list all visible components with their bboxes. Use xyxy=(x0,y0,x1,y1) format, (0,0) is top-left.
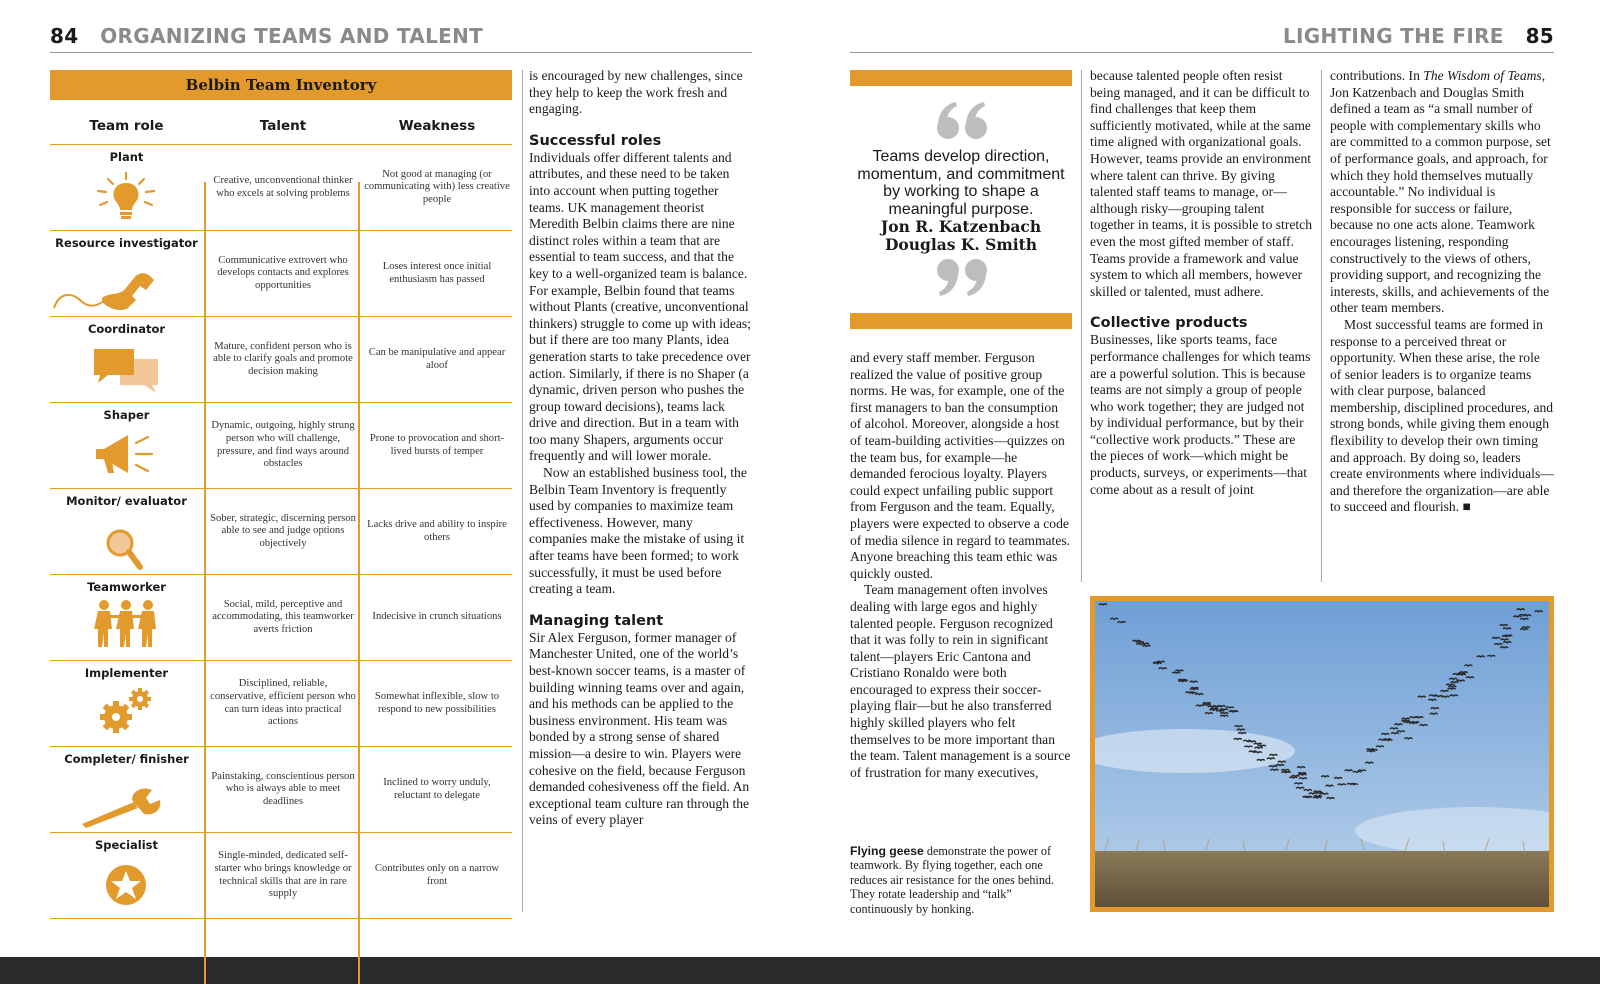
header-team-role: Team role xyxy=(89,118,164,134)
goose-silhouette xyxy=(1281,770,1289,771)
goose-silhouette xyxy=(1411,722,1419,723)
text-run: , Jon Katzenbach and Douglas Smith defined a team as “a small number of people with complementary skills who are committed to a common purpose, set of performance goals, and approach, for which they hold themselves mutually accountable.” No individual is responsible for success or failure, because no one acts alone. Teamwork encourages listening, responding constructively to the views of others, providing support, and recognizing the interests, skills, and achievements of the other team members. xyxy=(1330,68,1551,316)
role-name: Resource investigator xyxy=(55,236,198,250)
role-name: Plant xyxy=(109,150,144,164)
goose-silhouette xyxy=(1238,733,1246,734)
goose-silhouette xyxy=(1394,724,1402,725)
right-folio xyxy=(1283,24,1554,48)
book-title: The Wisdom of Teams xyxy=(1423,68,1542,83)
photo-caption xyxy=(850,844,1072,916)
goose-silhouette xyxy=(1190,689,1198,690)
goose-silhouette xyxy=(1189,692,1197,693)
goose-silhouette xyxy=(1226,707,1234,708)
table-row xyxy=(50,574,512,660)
magnifier-icon xyxy=(90,525,162,575)
goose-silhouette xyxy=(1440,691,1448,692)
table-row xyxy=(50,316,512,402)
goose-silhouette xyxy=(1203,703,1211,704)
goose-silhouette xyxy=(1520,629,1528,630)
goose-silhouette xyxy=(1419,725,1427,726)
goose-silhouette xyxy=(1303,796,1311,797)
table-row xyxy=(50,230,512,316)
goose-silhouette xyxy=(1269,766,1277,767)
talent-cell: Dynamic, outgoing, highly strung person who will challenge, pressure, and find ways around obstacles xyxy=(211,420,355,470)
goose-silhouette xyxy=(1314,791,1322,792)
goose-silhouette xyxy=(1517,609,1525,610)
paragraph: Businesses, like sports teams, face performance challenges for which teams are a powerful solution. This is because teams are not simply a group of people who work together; they are judged not by individual performance, but by their “collective work products.” These are the pieces of work—which might be products, surveys, or experiments—that come about as a result of joint xyxy=(1090,332,1311,497)
goose-silhouette xyxy=(1153,662,1161,663)
goose-silhouette xyxy=(1196,705,1204,706)
goose-silhouette xyxy=(1466,677,1474,678)
telephone-icon xyxy=(50,265,160,315)
paragraph: and every staff member. Ferguson realized the value of positive group norms. He was, for example, one of the first managers to ban the consumption of alcohol. Moreover, alongside a host of team-building activities—quizzes on the team bus, for example—he demanded ferocious loyalty. Players could expect unfailing public support from Ferguson and the team. Equally, players were expected to observe a code of media silence in regard to teammates. Anyone breaching this team ethic was quickly ousted. xyxy=(850,350,1071,581)
goose-silhouette xyxy=(1402,720,1410,721)
goose-silhouette xyxy=(1327,798,1335,799)
pull-quote xyxy=(850,148,1072,253)
goose-silhouette xyxy=(1099,604,1107,605)
goose-silhouette xyxy=(1267,758,1275,759)
header-talent: Talent xyxy=(259,118,307,134)
goose-silhouette xyxy=(1297,767,1305,768)
table-title: Belbin Team Inventory xyxy=(50,70,512,100)
goose-silhouette xyxy=(1334,778,1342,779)
table-row xyxy=(50,660,512,746)
goose-silhouette xyxy=(1313,797,1321,798)
goose-silhouette xyxy=(1448,686,1456,687)
goose-silhouette xyxy=(1500,647,1508,648)
goose-silhouette xyxy=(1492,638,1500,639)
goose-silhouette xyxy=(1270,769,1278,770)
caption-lead: Flying geese xyxy=(850,844,924,858)
goose-silhouette xyxy=(1391,733,1399,734)
goose-silhouette xyxy=(1175,670,1183,671)
left-section-title: ORGANIZING TEAMS AND TALENT xyxy=(100,24,484,48)
goose-silhouette xyxy=(1523,615,1531,616)
text-column-5 xyxy=(1330,68,1554,516)
table-row xyxy=(50,144,512,230)
goose-silhouette xyxy=(1243,740,1251,741)
weakness-cell: Somewhat inflexible, slow to respond to new possibilities xyxy=(374,690,500,715)
megaphone-icon xyxy=(90,429,162,479)
goose-silhouette xyxy=(1350,784,1358,785)
table-row xyxy=(50,402,512,488)
goose-silhouette xyxy=(1376,746,1384,747)
geese-photo-frame xyxy=(1090,596,1554,912)
left-page-number: 84 xyxy=(50,24,79,48)
open-quote-icon xyxy=(932,100,992,140)
goose-silhouette xyxy=(1402,718,1410,719)
left-folio xyxy=(50,24,483,48)
goose-silhouette xyxy=(1464,665,1472,666)
goose-silhouette xyxy=(1203,704,1211,705)
goose-silhouette xyxy=(1390,728,1398,729)
quote-author-1: Jon R. Katzenbach xyxy=(880,217,1042,236)
goose-silhouette xyxy=(1381,734,1389,735)
flying-geese-photo xyxy=(1095,601,1549,907)
goose-silhouette xyxy=(1141,643,1149,644)
goose-silhouette xyxy=(1237,729,1245,730)
goose-silhouette xyxy=(1142,645,1150,646)
goose-silhouette xyxy=(1338,784,1346,785)
goose-silhouette xyxy=(1118,622,1126,623)
goose-silhouette xyxy=(1179,681,1187,682)
goose-silhouette xyxy=(1415,717,1423,718)
table-divider xyxy=(358,182,360,984)
goose-silhouette xyxy=(1513,616,1521,617)
weakness-cell: Indecisive in crunch situations xyxy=(372,611,502,623)
goose-silhouette xyxy=(1520,618,1528,619)
caption-text: demonstrate the power of teamwork. By flying together, each one reduces air resistance for the ones behind. They rotate leadership and “talk” continuously by honking. xyxy=(850,844,1055,916)
goose-silhouette xyxy=(1195,694,1203,695)
goose-silhouette xyxy=(1234,739,1242,740)
lightbulb-icon xyxy=(90,171,162,221)
talent-cell: Mature, confident person who is able to clarify goals and promote decision making xyxy=(213,340,353,377)
quote-top-bar xyxy=(850,70,1072,86)
role-name: Specialist xyxy=(94,838,159,852)
right-section-title: LIGHTING THE FIRE xyxy=(1282,24,1504,48)
paragraph: is encouraged by new challenges, since they help to keep the work fresh and engaging. xyxy=(529,68,743,117)
talent-cell: Disciplined, reliable, conservative, efficient person who can turn ideas into practical actions xyxy=(210,678,356,728)
weakness-cell: Inclined to worry unduly, reluctant to delegate xyxy=(383,776,491,801)
paragraph: Now an established business tool, the Belbin Team Inventory is frequently used by companies to maximize team effectiveness. However, many companies make the mistake of using it after teams have been formed; to work successfully, it must be used before creating a team. xyxy=(529,465,747,597)
belbin-table xyxy=(50,70,512,919)
text-column-4 xyxy=(1090,68,1312,498)
goose-silhouette xyxy=(1257,759,1265,760)
goose-silhouette xyxy=(1365,762,1373,763)
goose-silhouette xyxy=(1213,706,1221,707)
weakness-cell: Can be manipulative and appear aloof xyxy=(368,346,506,371)
goose-silhouette xyxy=(1296,787,1304,788)
gears-icon xyxy=(90,685,162,735)
goose-silhouette xyxy=(1209,709,1217,710)
weakness-cell: Loses interest once initial enthusiasm has passed xyxy=(382,260,492,285)
goose-silhouette xyxy=(1431,708,1439,709)
goose-silhouette xyxy=(1503,642,1511,643)
subheading-managing-talent: Managing talent xyxy=(529,612,664,629)
goose-silhouette xyxy=(1254,743,1262,744)
goose-silhouette xyxy=(1503,628,1511,629)
text-run: contributions. In xyxy=(1330,68,1424,83)
column-rule xyxy=(1081,70,1082,582)
goose-silhouette xyxy=(1404,738,1412,739)
talent-cell: Sober, strategic, discerning person able to see and judge options objectively xyxy=(210,512,356,549)
goose-silhouette xyxy=(1453,674,1461,675)
goose-silhouette xyxy=(1258,745,1266,746)
weakness-cell: Prone to provocation and short-lived bursts of temper xyxy=(369,432,505,457)
goose-silhouette xyxy=(1172,672,1180,673)
role-name: Monitor/ evaluator xyxy=(66,494,187,508)
goose-silhouette xyxy=(1220,709,1228,710)
goose-silhouette xyxy=(1450,695,1458,696)
goose-silhouette xyxy=(1304,790,1312,791)
table-row xyxy=(50,832,512,919)
end-mark-icon: ■ xyxy=(1462,499,1471,515)
goose-silhouette xyxy=(1522,627,1530,628)
role-name: Shaper xyxy=(103,408,150,422)
quote-author-2: Douglas K. Smith xyxy=(884,234,1038,254)
goose-silhouette xyxy=(1353,771,1361,772)
goose-silhouette xyxy=(1494,644,1502,645)
weakness-cell: Lacks drive and ability to inspire others xyxy=(367,518,507,543)
goose-silhouette xyxy=(1244,746,1252,747)
weakness-cell: Not good at managing (or communicating with) less creative people xyxy=(364,168,510,205)
left-header-rule xyxy=(50,52,752,53)
goose-silhouette xyxy=(1441,696,1449,697)
goose-silhouette xyxy=(1230,711,1238,712)
goose-silhouette xyxy=(1110,618,1118,619)
quote-bottom-bar xyxy=(850,313,1072,329)
paragraph xyxy=(1330,317,1554,516)
role-name: Coordinator xyxy=(87,322,166,336)
column-rule xyxy=(1321,70,1322,582)
right-header-rule xyxy=(850,52,1554,53)
goose-silhouette xyxy=(1205,713,1213,714)
subheading-successful-roles: Successful roles xyxy=(529,132,662,149)
goose-silhouette xyxy=(1451,682,1459,683)
goose-silhouette xyxy=(1294,783,1302,784)
star-badge-icon xyxy=(90,861,162,911)
goose-silhouette xyxy=(1345,770,1353,771)
goose-silhouette xyxy=(1500,625,1508,626)
goose-silhouette xyxy=(1281,772,1289,773)
goose-silhouette xyxy=(1501,639,1509,640)
goose-silhouette xyxy=(1326,785,1334,786)
paragraph: Team management often involves dealing with large egos and highly talented people. Ferguson recognized that it was folly to rein in significant talent—players Eric Cantona and Cristiano Ronaldo were both encouraged to express their soccer-playing flair—but he also transferred highly skilled players who felt themselves to be more important than the team. Talent management is a source of frustration for many executives, xyxy=(850,582,1071,780)
role-name: Implementer xyxy=(84,666,169,680)
column-rule xyxy=(522,70,523,912)
talent-cell: Social, mild, perceptive and accommodating, this teamworker averts friction xyxy=(212,598,354,635)
goose-silhouette xyxy=(1234,726,1242,727)
goose-silhouette xyxy=(1430,713,1438,714)
goose-silhouette xyxy=(1159,668,1167,669)
wrench-icon xyxy=(76,783,168,833)
talent-cell: Communicative extrovert who develops contacts and explores opportunities xyxy=(217,254,349,291)
paragraph xyxy=(1330,68,1554,317)
weakness-cell: Contributes only on a narrow front xyxy=(374,862,500,887)
goose-silhouette xyxy=(1314,796,1322,797)
goose-silhouette xyxy=(1254,752,1262,753)
goose-silhouette xyxy=(1320,793,1328,794)
goose-silhouette xyxy=(1428,699,1436,700)
paragraph: because talented people often resist being managed, and it can be difficult to find challenges that keep them sufficiently motivated, while at the same time aligned with organizational goals. However, teams provide an environment where talent can thrive. By giving talented staff teams to manage, or—although risky—grouping talent together in teams, it is possible to stretch even the most gifted member of staff. Teams provide a framework and value system to which all members, however skilled or talented, must adhere. xyxy=(1090,68,1312,299)
goose-silhouette xyxy=(1255,747,1263,748)
close-quote-icon xyxy=(932,258,992,298)
goose-silhouette xyxy=(1446,684,1454,685)
goose-silhouette xyxy=(1477,656,1485,657)
goose-silhouette xyxy=(1220,715,1228,716)
goose-silhouette xyxy=(1220,713,1228,714)
role-name: Teamworker xyxy=(87,580,166,594)
talent-cell: Creative, unconventional thinker who excels at solving problems xyxy=(213,174,353,199)
text-column-2 xyxy=(529,68,751,829)
people-chain-icon xyxy=(90,599,162,649)
table-row xyxy=(50,746,512,832)
text-run: Most successful teams are formed in response to a perceived threat or opportunity. When these arise, the role of senior leaders is to organize teams with clear purpose, balanced membership, disciplined procedures, and strong bonds, while giving them enough flexibility to develop their own timing and approach. By doing so, leaders create environments where individuals—and therefore the organization—are able to succeed and flourish. xyxy=(1330,316,1554,515)
goose-silhouette xyxy=(1448,688,1456,689)
goose-silhouette xyxy=(1397,731,1405,732)
paragraph: Sir Alex Ferguson, former manager of Manchester United, one of the world’s best-known soccer teams, is a master of building winning teams over and again, and his methods can be applied to the business environment. His team was bonded by a strong sense of shared mission—a desire to win. Players were cohesive on the field, because Ferguson demanded cohesiveness off the field. An exceptional team culture ran through the veins of every player xyxy=(529,629,750,828)
speech-bubbles-icon xyxy=(90,345,162,395)
right-page-number: 85 xyxy=(1525,24,1554,48)
goose-silhouette xyxy=(1278,761,1286,762)
role-name: Completer/ finisher xyxy=(64,752,189,766)
subheading-collective-products: Collective products xyxy=(1090,315,1248,332)
goose-silhouette xyxy=(1269,754,1277,755)
goose-silhouette xyxy=(1367,751,1375,752)
talent-cell: Painstaking, conscientious person who is always able to meet deadlines xyxy=(211,770,355,807)
goose-silhouette xyxy=(1248,741,1256,742)
goose-silhouette xyxy=(1133,640,1141,641)
header-weakness: Weakness xyxy=(398,118,476,134)
table-header-row xyxy=(50,100,512,144)
goose-silhouette xyxy=(1276,765,1284,766)
goose-silhouette xyxy=(1535,611,1543,612)
goose-silhouette xyxy=(1457,680,1465,681)
goose-silhouette xyxy=(1299,778,1307,779)
goose-silhouette xyxy=(1487,655,1495,656)
goose-silhouette xyxy=(1289,777,1297,778)
goose-silhouette xyxy=(1418,696,1426,697)
goose-silhouette xyxy=(1321,776,1329,777)
quote-text: Teams develop direction, momentum, and commitment by working to shape a meaningful purpose. xyxy=(857,148,1065,218)
goose-silhouette xyxy=(1378,739,1386,740)
goose-silhouette xyxy=(1190,681,1198,682)
table-row xyxy=(50,488,512,574)
goose-silhouette xyxy=(1502,636,1510,637)
goose-silhouette xyxy=(1460,672,1468,673)
talent-cell: Single-minded, dedicated self-starter who brings knowledge or technical skills that are in rare supply xyxy=(214,850,352,900)
table-divider xyxy=(204,182,206,984)
text-column-3 xyxy=(850,350,1072,781)
goose-silhouette xyxy=(1429,695,1437,696)
goose-silhouette xyxy=(1449,678,1457,679)
paragraph: Individuals offer different talents and attributes, and these need to be taken into account when putting together teams. UK management theorist Meredith Belbin claims there are nine distinct roles within a team that are essential to team success, and that the key to a well-organized team is balance. For example, Belbin found that teams without Plants (creative, unconventional thinkers) struggle to come up with ideas; but if there are too many Plants, idea generation starts to take precedence over action. Similarly, if there is no Shaper (a dynamic, driven person who pushes the group toward decisions), teams lack drive and direction. But in a team with too many Shapers, arguments occur frequently and will lower morale. xyxy=(529,149,751,464)
goose-silhouette xyxy=(1298,774,1306,775)
